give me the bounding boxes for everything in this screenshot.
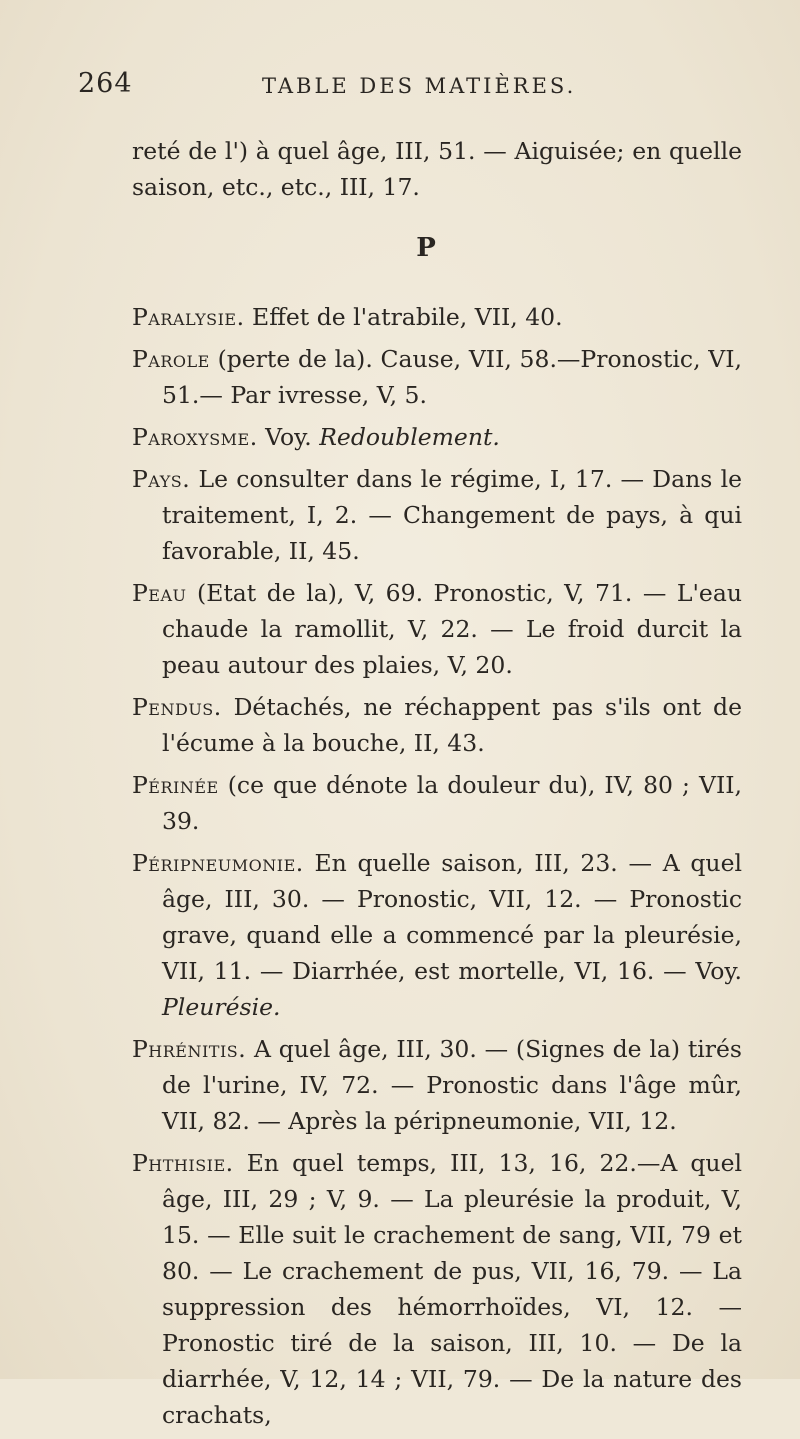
entry-headword: Phrénitis. [132,1035,247,1063]
continued-entry [0,133,800,205]
body-text [0,133,800,1439]
entry-headword: Pays. [132,465,191,493]
entry-text: Voy. [257,423,320,451]
entry-text: (Etat de la), V, 69. Pronostic, V, 71. — L'eau chaude la ramollit, V, 22. — Le froid durcit la peau autour des plaies, V, 20. [162,579,742,679]
entry-text: A quel âge, III, 30. — (Signes de la) tirés de l'urine, IV, 72. — Pronostic dans l'âge mûr, VII, 82. — Après la péripneumonie, VII, 12. [162,1035,742,1135]
entry-pays [0,461,800,569]
section-letter: P [416,233,436,263]
entry-peripneumonie [0,845,800,1025]
entry-headword: Paroxysme. [132,423,258,451]
entry-headword: Périnée [132,771,219,799]
entry-headword: Peau [132,579,187,607]
entry-headword: Paralysie. [132,303,245,331]
entry-phrenitis [0,1031,800,1139]
entry-text: En quel temps, III, 13, 16, 22.—A quel âge, III, 29 ; V, 9. — La pleurésie la produit, V, 15. — Elle suit le crachement de sang, VII, 79 et 80. — Le crachement de pus, VII, 16, 79. — La suppression des hémorrhoïdes, VI, 12. — Pronostic tiré de la saison, III, 10. — De la diarrhée, V, 12, 14 ; VII, 79. — De la nature des crachats, [162,1149,742,1429]
entry-text: En quelle saison, III, 23. — A quel âge, III, 30. — Pronostic, VII, 12. — Pronostic grave, quand elle a commencé par la pleurésie, VII, 11. — Diarrhée, est mortelle, VI, 16. — Voy. [162,849,742,985]
entry-headword: Pendus. [132,693,222,721]
entry-peau [0,575,800,683]
entry-text: (ce que dénote la douleur du), IV, 80 ; VII, 39. [162,771,742,835]
entry-cross-reference: Redoublement. [319,423,500,451]
entry-text: Effet de l'atrabile, VII, 40. [244,303,563,331]
page-number: 264 [78,68,133,99]
entry-text: (perte de la). Cause, VII, 58.—Pronostic, VI, 51.— Par ivresse, V, 5. [162,345,742,409]
continued-entry-text: reté de l') à quel âge, III, 51. — Aiguisée; en quelle saison, etc., etc., III, 17. [132,137,742,201]
entry-paroxysme [0,419,800,455]
entry-phthisie [0,1145,800,1433]
entry-headword: Parole [132,345,210,373]
entry-text: Le consulter dans le régime, I, 17. — Dans le traitement, I, 2. — Changement de pays, à qui favorable, II, 45. [162,465,742,565]
running-title: TABLE DES MATIÈRES. [262,74,577,98]
page-header [0,68,800,108]
entries-list [0,299,800,1433]
entry-pendus [0,689,800,761]
entry-perinee [0,767,800,839]
entry-cross-reference: Pleurésie. [162,993,281,1021]
entry-text: Détachés, ne réchappent pas s'ils ont de l'écume à la bouche, II, 43. [162,693,742,757]
entry-headword: Phthisie. [132,1149,234,1177]
entry-paralysie [0,299,800,335]
entry-parole [0,341,800,413]
entry-headword: Péripneumonie. [132,849,304,877]
